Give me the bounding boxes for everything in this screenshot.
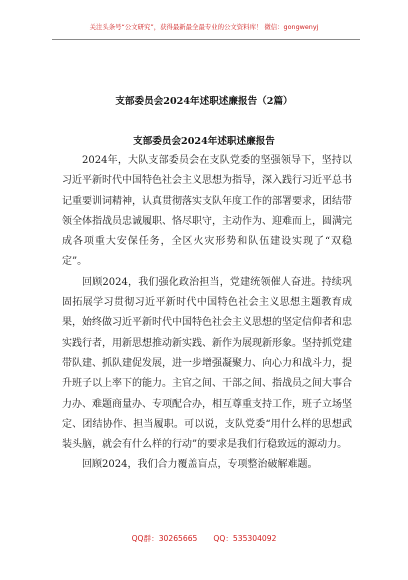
header-notice: 关注头条号“公文研究”，获得最新最全最专业的公文资料库！ 微信：gongwenyj (89, 23, 319, 31)
body-paragraph: 2024年，大队支部委员会在支队党委的坚强领导下，坚持以习近平新时代中国特色社会主义思想为指导，深入践行习近平总书记重要训词精神，认真贯彻落实支队年度工作的部署要求，团结带领全体指战员忠诚履职、恪尽职守，主动作为、迎难而上，圆满完成各项重大安保任务，全区火灾形势和队伍建设实现了“双稳定”。 (62, 155, 352, 268)
document-title: 支部委员会2024年述职述廉报告（2篇） (115, 96, 293, 107)
document-body (62, 151, 352, 476)
header-divider (52, 39, 360, 40)
footer-contact (0, 533, 408, 544)
body-paragraph: 回顾2024，我们合力覆盖盲点，专项整治破解难题。 (82, 459, 318, 471)
body-paragraph: 回顾2024，我们强化政治担当，党建统领催人奋进。持续巩固拓展学习贯彻习近平新时代中国特色社会主义思想主题教育成果，始终做习近平新时代中国特色社会主义思想的坚定信仰者和忠实践行者，用新思想推动新实践、新作为展现新形象。坚持抓党建带队建、抓队建促发展，进一步增强凝聚力、向心力和战斗力，提升班子以上率下的能力。主官之间、干部之间、指战员之间大事合力办、难题商量办、专项配合办，相互尊重支持工作，班子立场坚定、团结协作、担当履职。可以说，支队党委“用什么样的思想武装头脑，就会有什么样的行动”的要求是我们行稳致远的源动力。 (62, 276, 352, 451)
footer-qq-number: QQ：535304092 (213, 534, 277, 543)
footer-qq-group: QQ群：30265665 (131, 534, 198, 543)
section-title: 支部委员会2024年述职述廉报告 (133, 136, 275, 147)
